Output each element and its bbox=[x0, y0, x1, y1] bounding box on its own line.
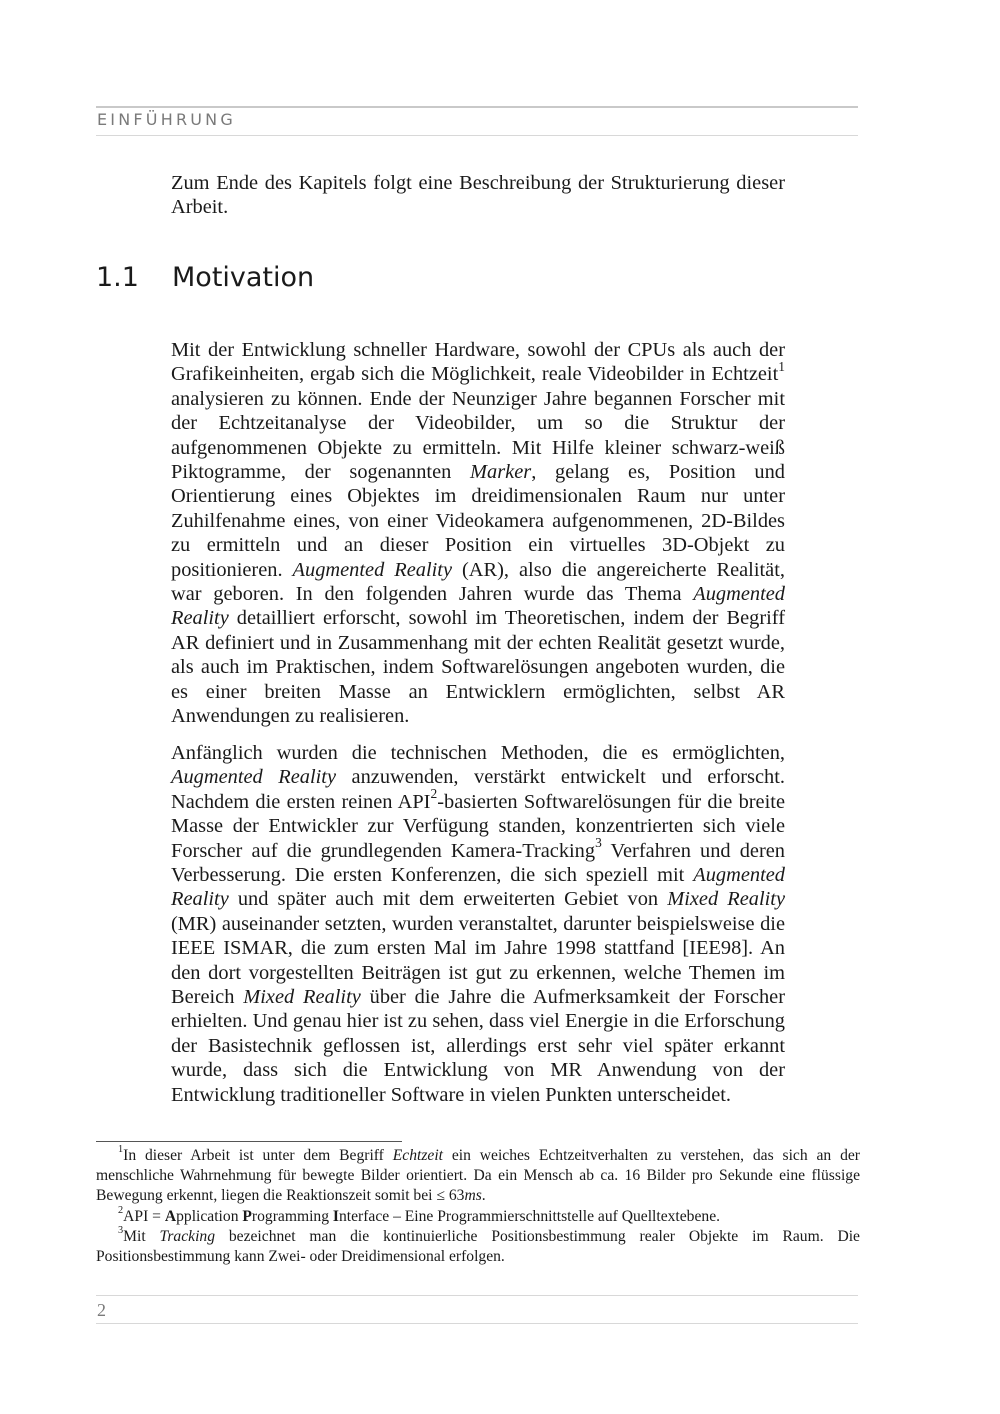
motivation-paragraph-2: Anfänglich wurden die technischen Methoden, die es ermöglichten, Augmented Reality anzuwenden, verstärkt entwickelt und erforscht. Nachdem die ersten reinen API$^2$-basierten Softwarelösungen für die breite Masse der Entwickler zur Verfügung standen, konzentrierten sich viele Forscher auf die grundlegenden Kamera-Tracking$^3$ Verfahren und deren Verbesserung. Die ersten Konferenzen, die sich speziell mit Augmented Reality und später auch mit dem erweiterten Gebiet von Mixed Reality (MR) auseinander setzten, wurden veranstaltet, darunter beispielsweise die IEEE ISMAR, die zum ersten Mal im Jahre 1998 stattfand [IEE98]. An den dort vorgestellten Beiträgen ist gut zu erkennen, welche Themen im Bereich Mixed Reality über die Jahre die Aufmerksamkeit der Forscher erhielten. Und genau hier ist zu sehen, dass viel Energie in die Erforschung der Basistechnik geflossen ist, allerdings erst sehr viel später erkannt wurde, dass sich die Entwicklung von MR Anwendung von der Entwicklung traditioneller Software in vielen Punkten unterscheidet. bbox=[171, 742, 786, 1106]
footnote-ref-2: 2 bbox=[430, 786, 438, 801]
footnote-3: $^3$Mit Tracking bezeichnet man die kontinuierliche Positionsbestimmung realer Objekte im Raum. Die Positionsbestimmung kann Zwei- oder Dreidimensional erfolgen. bbox=[96, 1225, 860, 1266]
motivation-paragraph-1: Mit der Entwicklung schneller Hardware, sowohl der CPUs als auch der Grafikeinheiten, ergab sich die Möglichkeit, reale Videobilder in Echtzeit$^1$ analysieren zu können. Ende der Neunziger Jahre begannen Forscher mit der Echtzeitanalyse der Videobilder, um so die Struktur der aufgenommenen Objekte zu ermitteln. Mit Hilfe kleiner schwarz-weiß Piktogramme, der sogenannten Marker, gelang es, Position und Orientierung eines Objektes im dreidimensionalen Raum nur unter Zuhilfenahme eines, von einer Videokamera aufgenommenen, 2D-Bildes zu ermitteln und an dieser Position ein virtuelles 3D-Objekt zu positionieren. Augmented Reality (AR), also die angereicherte Realität, war geboren. In den folgenden Jahren wurde das Thema Augmented Reality detailliert erforscht, sowohl im Theoretischen, indem der Begriff AR definiert und in Zusammenhang mit der echten Realität gesetzt wurde, als auch im Praktischen, indem Softwarelösungen angeboten wurden, die es einer breiten Masse an Entwicklern ermöglichten, selbst AR Anwendungen zu realisieren. bbox=[171, 339, 785, 728]
footnote-ref-1: 1 bbox=[778, 358, 785, 374]
intro-paragraph: Zum Ende des Kapitels folgt eine Beschreibung der Strukturierung dieser Arbeit. bbox=[171, 172, 785, 219]
footnote-2: $^2$API = Application Programming Interface – Eine Programmierschnittstelle auf Quelltextebene. bbox=[118, 1204, 721, 1225]
footnote-1: $^1$In dieser Arbeit ist unter dem Begriff Echtzeit ein weiches Echtzeitverhalten zu verstehen, das sich an der menschliche Wahrnehmung für bewegte Bilder orientiert. Da ein Mensch ab ca. 16 Bilder pro Sekunde eine flüssige Bewegung erkennt, liegen die Reaktionszeit somit bei ≤ 63ms. bbox=[96, 1144, 861, 1205]
footnotes bbox=[96, 1146, 860, 1267]
footer-rule-top bbox=[96, 1295, 858, 1296]
footer-rule-bottom bbox=[96, 1323, 858, 1324]
header-rule-bottom bbox=[96, 135, 858, 136]
page-number: 2 bbox=[97, 1300, 106, 1320]
footnote-separator bbox=[96, 1141, 402, 1142]
running-header: EINFÜHRUNG bbox=[97, 110, 236, 129]
header-rule-top bbox=[96, 106, 858, 108]
section-number: 1.1 bbox=[96, 262, 139, 293]
section-title: Motivation bbox=[172, 262, 315, 293]
footnote-ref-3: 3 bbox=[595, 834, 602, 850]
